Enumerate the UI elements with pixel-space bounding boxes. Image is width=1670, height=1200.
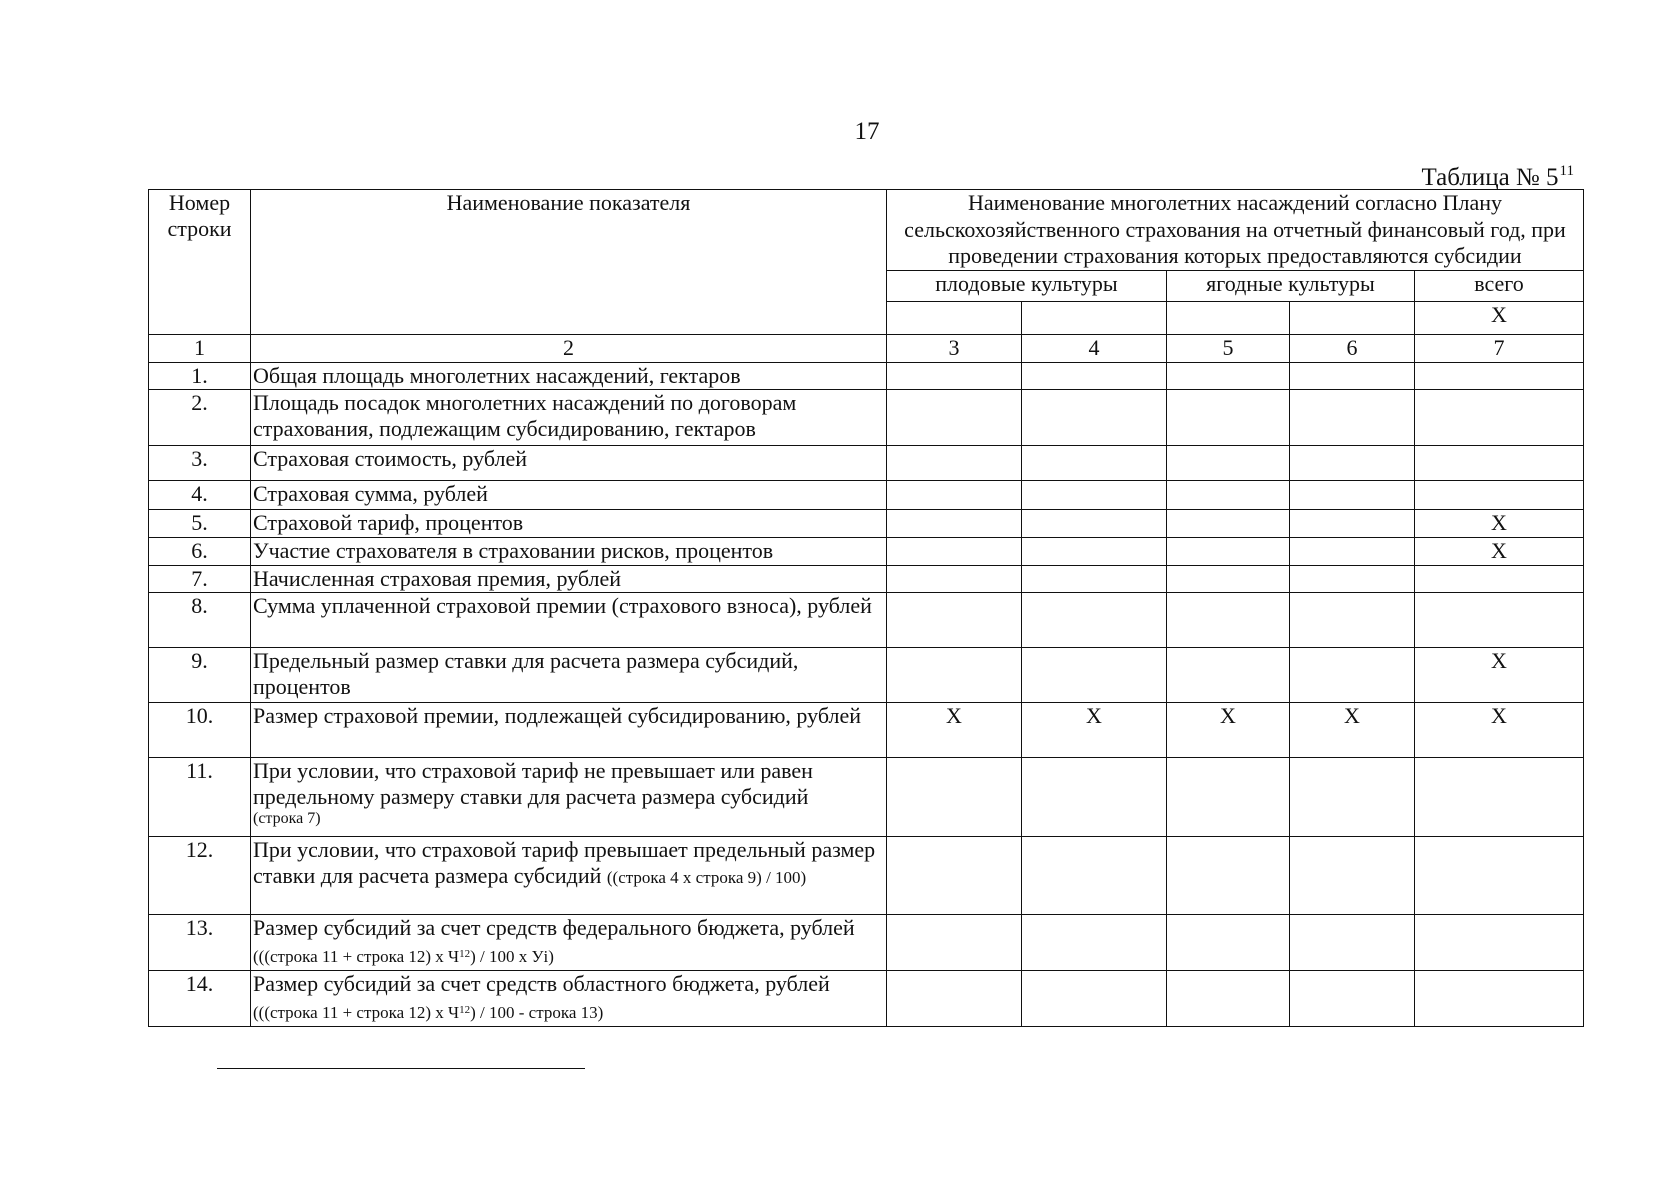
- value-cell: X: [1290, 702, 1415, 757]
- table-caption: [1422, 157, 1574, 192]
- value-cell: [1290, 914, 1415, 970]
- subsidy-table: [148, 189, 1584, 1027]
- indicator-name: Общая площадь многолетних насаждений, гектаров: [251, 362, 887, 389]
- value-cell: [1022, 445, 1167, 480]
- header-plantings-title: Наименование многолетних насаждений согласно Плану сельскохозяйственного страхования на отчетный финансовый год, при проведении страхования которых предоставляются субсидии: [887, 190, 1584, 271]
- indicator-text: Размер субсидий за счет средств федерального бюджета, рублей: [253, 914, 855, 940]
- value-cell: X: [1415, 702, 1584, 757]
- value-cell: [887, 757, 1022, 836]
- header-indicator-name: Наименование показателя: [251, 190, 887, 335]
- indicator-name: Площадь посадок многолетних насаждений по договорам страхования, подлежащим субсидированию, гектаров: [251, 389, 887, 445]
- row-number: 14.: [149, 970, 251, 1026]
- table-row: [149, 970, 1584, 1026]
- column-number: 5: [1167, 334, 1290, 362]
- value-cell: [1022, 592, 1167, 647]
- value-cell: [887, 836, 1022, 914]
- value-cell: [1290, 836, 1415, 914]
- column-number: 1: [149, 334, 251, 362]
- value-cell: [887, 592, 1022, 647]
- table-row: [149, 757, 1584, 836]
- value-cell: [1022, 757, 1167, 836]
- row-number: 1.: [149, 362, 251, 389]
- table-row: [149, 565, 1584, 592]
- value-cell: [1290, 509, 1415, 537]
- table-row: [149, 836, 1584, 914]
- value-cell: [887, 445, 1022, 480]
- row-number: 10.: [149, 702, 251, 757]
- value-cell: [1415, 565, 1584, 592]
- table-row: [149, 509, 1584, 537]
- indicator-text: При условии, что страховой тариф превышает предельный размер ставки для расчета размера субсидий: [253, 836, 876, 888]
- column-number: 4: [1022, 334, 1167, 362]
- value-cell: X: [887, 702, 1022, 757]
- value-cell: X: [1415, 509, 1584, 537]
- formula-note-text: (((строка 11 + строка 12) х Ч: [253, 946, 460, 966]
- page-number: 17: [854, 118, 880, 145]
- table-row: [149, 592, 1584, 647]
- value-cell: [1022, 970, 1167, 1026]
- indicator-name: [251, 836, 887, 914]
- value-cell: X: [1022, 702, 1167, 757]
- header-berry-crops: ягодные культуры: [1167, 270, 1415, 301]
- header-row-number: Номер строки: [149, 190, 251, 335]
- value-cell: [1290, 445, 1415, 480]
- indicator-name: Сумма уплаченной страховой премии (страхового взноса), рублей: [251, 592, 887, 647]
- formula-note: (строка 7): [253, 809, 321, 827]
- value-cell: [1290, 389, 1415, 445]
- row-number: 6.: [149, 537, 251, 565]
- table-row: [149, 445, 1584, 480]
- value-cell: [1415, 836, 1584, 914]
- footnote-separator: [217, 1068, 585, 1069]
- value-cell: [1415, 592, 1584, 647]
- value-cell: [1167, 480, 1290, 509]
- indicator-name: Страховой тариф, процентов: [251, 509, 887, 537]
- column-number: 2: [251, 334, 887, 362]
- header-empty-cell: [1022, 301, 1167, 334]
- value-cell: [887, 537, 1022, 565]
- header-total-mark: X: [1415, 301, 1584, 334]
- row-number: 13.: [149, 914, 251, 970]
- formula-note-text: ) / 100 х Уi): [470, 946, 554, 966]
- value-cell: [1415, 757, 1584, 836]
- value-cell: [887, 914, 1022, 970]
- value-cell: [1290, 537, 1415, 565]
- value-cell: [1415, 389, 1584, 445]
- value-cell: [1022, 537, 1167, 565]
- value-cell: [1167, 389, 1290, 445]
- table-row: [149, 647, 1584, 702]
- formula-note: [253, 947, 554, 966]
- row-number: 12.: [149, 836, 251, 914]
- table-row: [149, 914, 1584, 970]
- value-cell: [887, 389, 1022, 445]
- value-cell: [887, 480, 1022, 509]
- row-number: 3.: [149, 445, 251, 480]
- row-number: 2.: [149, 389, 251, 445]
- value-cell: [1167, 592, 1290, 647]
- header-empty-cell: [1167, 301, 1290, 334]
- table-row: [149, 702, 1584, 757]
- value-cell: [1290, 757, 1415, 836]
- column-number: 3: [887, 334, 1022, 362]
- value-cell: [1022, 647, 1167, 702]
- value-cell: [1290, 970, 1415, 1026]
- indicator-text: Размер субсидий за счет средств областного бюджета, рублей: [253, 970, 830, 996]
- value-cell: [1022, 480, 1167, 509]
- value-cell: [1167, 509, 1290, 537]
- indicator-name: Страховая стоимость, рублей: [251, 445, 887, 480]
- value-cell: [1167, 537, 1290, 565]
- header-empty-cell: [887, 301, 1022, 334]
- row-number: 11.: [149, 757, 251, 836]
- value-cell: X: [1167, 702, 1290, 757]
- table-row: [149, 537, 1584, 565]
- formula-note: [253, 1003, 603, 1022]
- indicator-name: Начисленная страховая премия, рублей: [251, 565, 887, 592]
- value-cell: X: [1415, 537, 1584, 565]
- value-cell: [1167, 362, 1290, 389]
- formula-note-text: (((строка 11 + строка 12) х Ч: [253, 1002, 460, 1022]
- value-cell: [1167, 445, 1290, 480]
- indicator-name: Размер страховой премии, подлежащей субсидированию, рублей: [251, 702, 887, 757]
- value-cell: [1167, 647, 1290, 702]
- value-cell: [1022, 389, 1167, 445]
- value-cell: [1167, 970, 1290, 1026]
- row-number: 7.: [149, 565, 251, 592]
- column-number-row: [149, 334, 1584, 362]
- value-cell: [887, 509, 1022, 537]
- column-number: 7: [1415, 334, 1584, 362]
- value-cell: [887, 647, 1022, 702]
- row-number: 8.: [149, 592, 251, 647]
- header-total: всего: [1415, 270, 1584, 301]
- value-cell: [1290, 362, 1415, 389]
- value-cell: [1290, 480, 1415, 509]
- value-cell: [1415, 445, 1584, 480]
- indicator-name: Страховая сумма, рублей: [251, 480, 887, 509]
- value-cell: [887, 362, 1022, 389]
- value-cell: [887, 970, 1022, 1026]
- value-cell: [1415, 362, 1584, 389]
- header-fruit-crops: плодовые культуры: [887, 270, 1167, 301]
- value-cell: [1290, 647, 1415, 702]
- indicator-name: [251, 970, 887, 1026]
- value-cell: [1415, 480, 1584, 509]
- indicator-name: Участие страхователя в страховании рисков, процентов: [251, 537, 887, 565]
- value-cell: [1022, 362, 1167, 389]
- footnote-ref: 12: [459, 1003, 471, 1016]
- footnote-ref: 12: [459, 947, 471, 960]
- value-cell: [1415, 970, 1584, 1026]
- row-number: 9.: [149, 647, 251, 702]
- value-cell: [1167, 565, 1290, 592]
- value-cell: [1415, 914, 1584, 970]
- header-empty-cell: [1290, 301, 1415, 334]
- value-cell: [1290, 565, 1415, 592]
- value-cell: [1167, 914, 1290, 970]
- row-number: 4.: [149, 480, 251, 509]
- indicator-name: [251, 757, 887, 836]
- value-cell: X: [1415, 647, 1584, 702]
- formula-note-text: ) / 100 - строка 13): [470, 1002, 604, 1022]
- table-row: [149, 389, 1584, 445]
- value-cell: [1290, 592, 1415, 647]
- indicator-name: Предельный размер ставки для расчета размера субсидий, процентов: [251, 647, 887, 702]
- row-number: 5.: [149, 509, 251, 537]
- table-caption-footnote-ref: 11: [1559, 163, 1574, 179]
- value-cell: [1167, 757, 1290, 836]
- value-cell: [1022, 509, 1167, 537]
- indicator-name: [251, 914, 887, 970]
- table-caption-text: Таблица № 5: [1421, 164, 1559, 191]
- value-cell: [887, 565, 1022, 592]
- value-cell: [1022, 836, 1167, 914]
- value-cell: [1022, 565, 1167, 592]
- value-cell: [1167, 836, 1290, 914]
- table-row: [149, 362, 1584, 389]
- table-row: [149, 480, 1584, 509]
- indicator-text: При условии, что страховой тариф не превышает или равен предельному размеру ставки для расчета размера субсидий: [253, 757, 813, 809]
- column-number: 6: [1290, 334, 1415, 362]
- formula-note: ((строка 4 х строка 9) / 100): [606, 867, 807, 887]
- value-cell: [1022, 914, 1167, 970]
